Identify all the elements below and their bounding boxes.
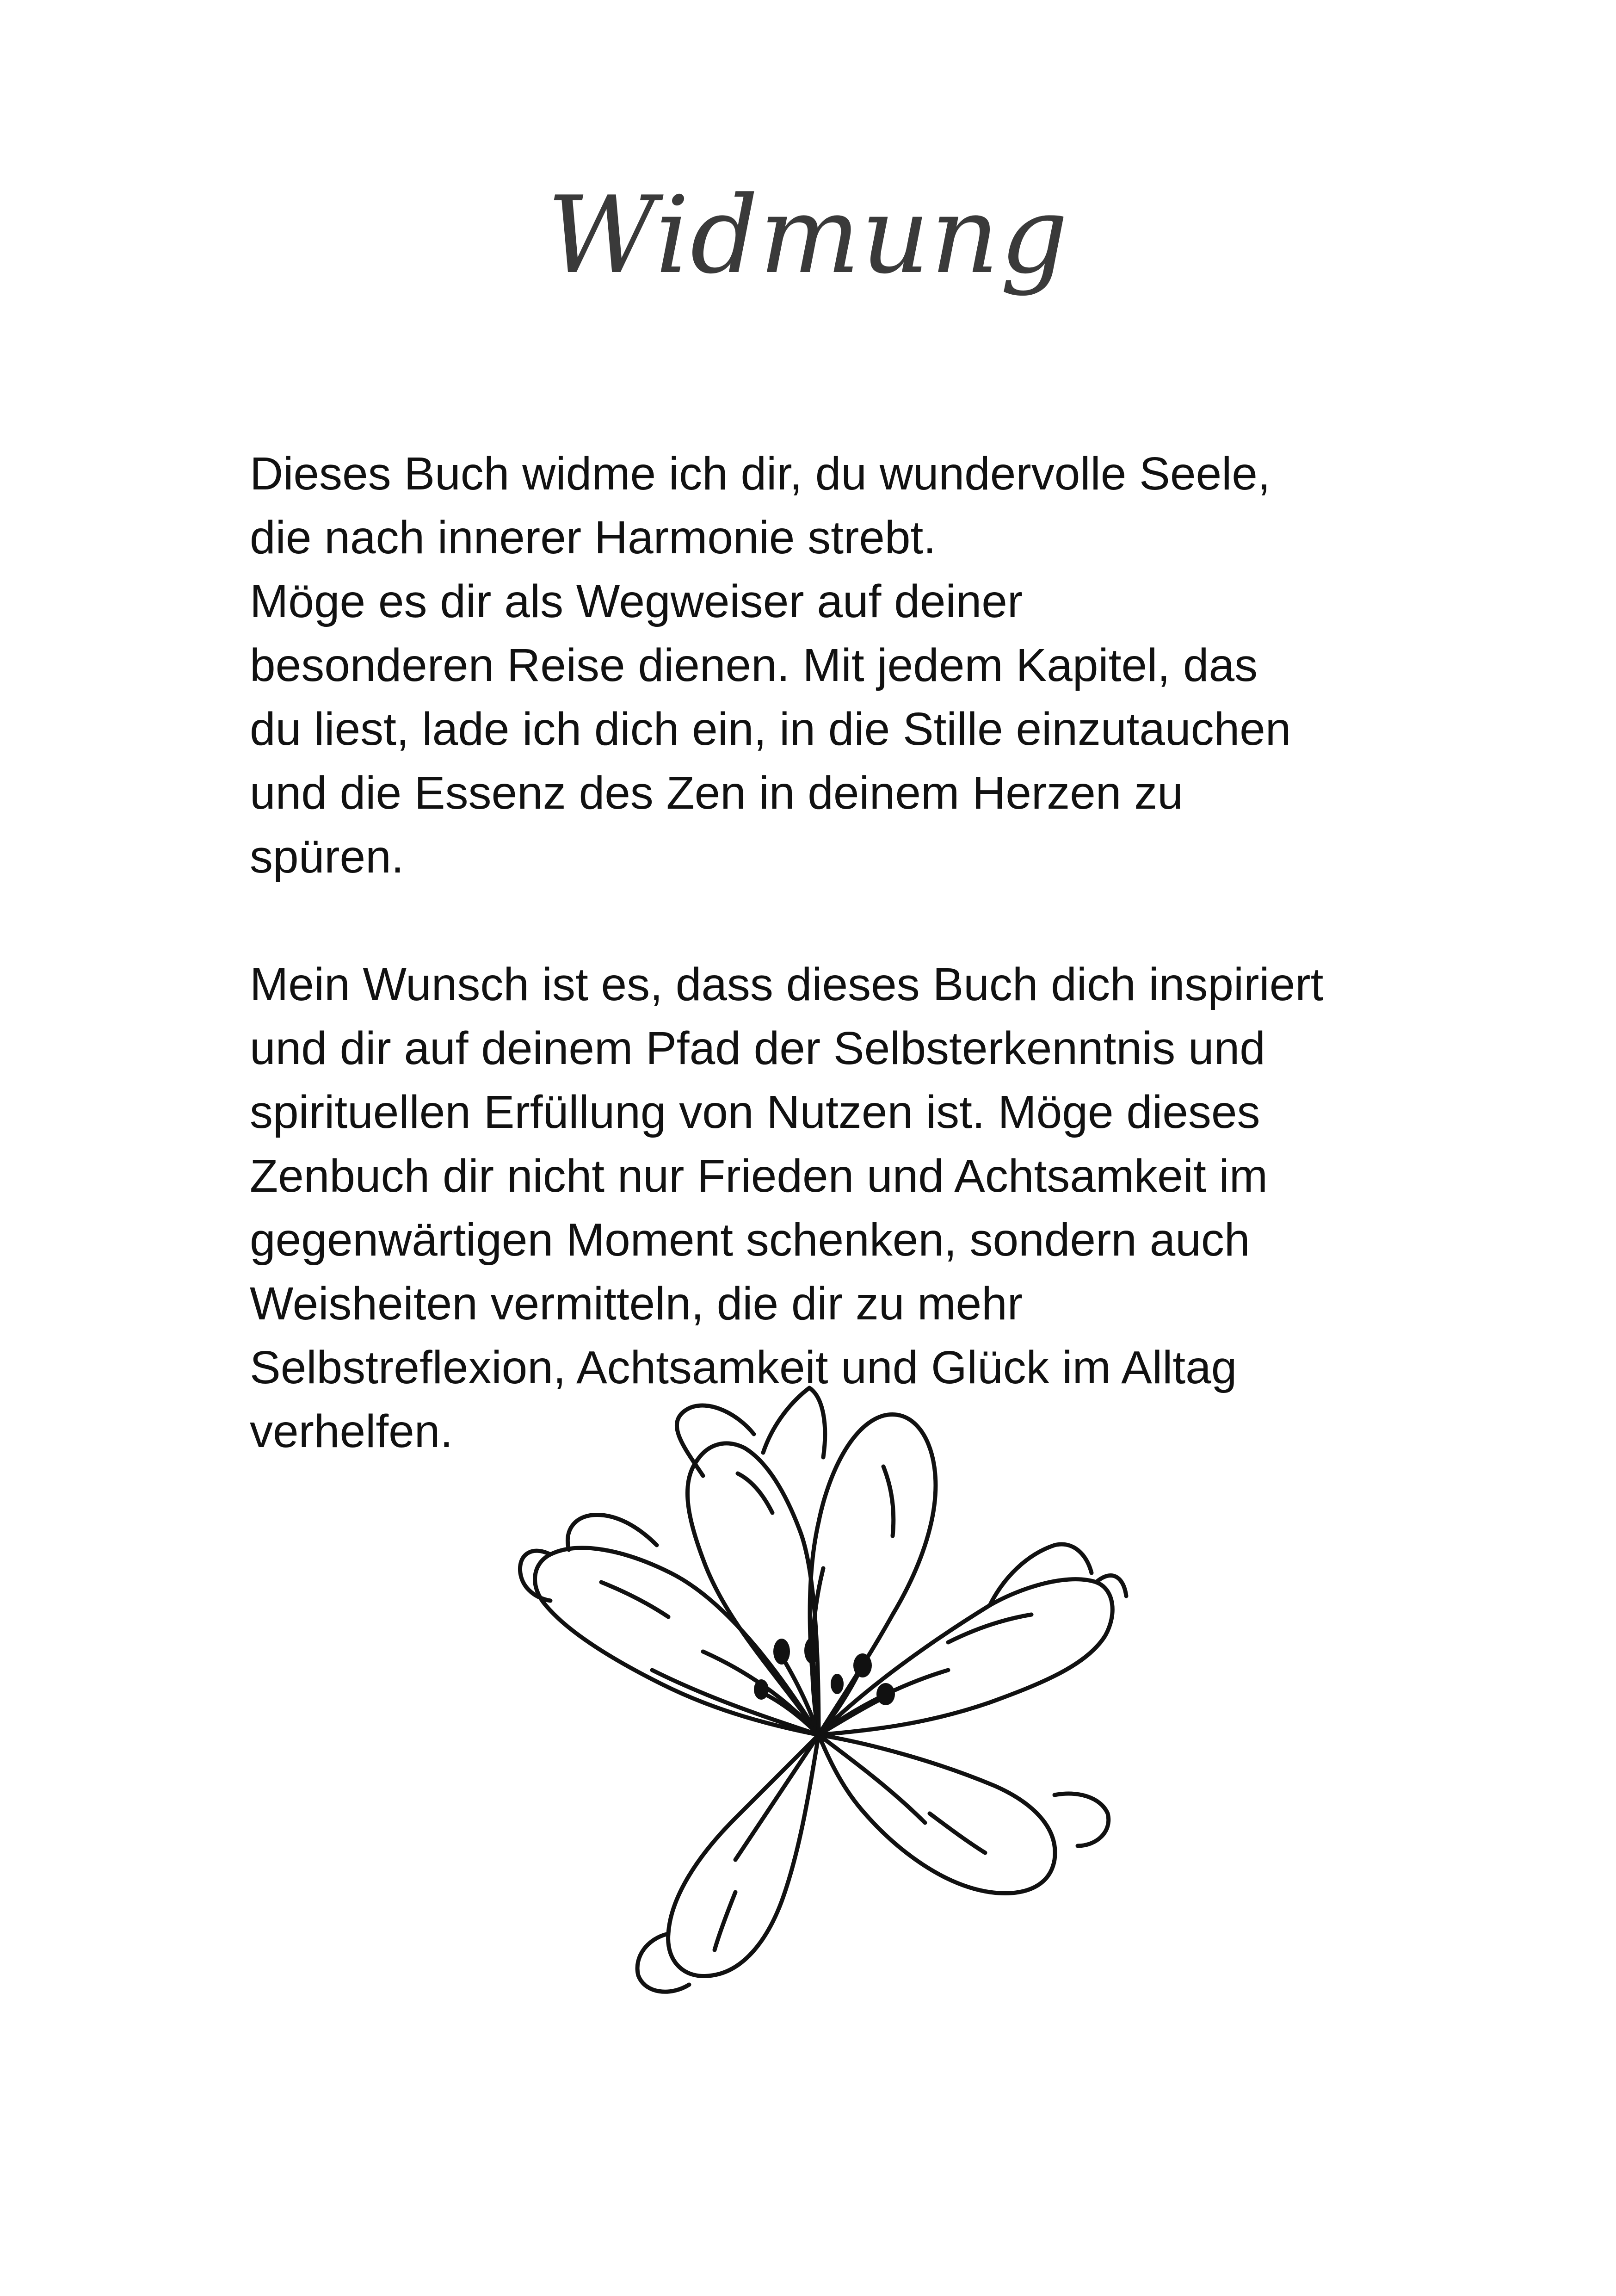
text-line: spüren. [250, 831, 404, 883]
paragraph-gap [250, 889, 1406, 953]
dedication-text [250, 442, 1406, 1463]
text-line: Selbstreflexion, Achtsamkeit und Glück im Alltag [250, 1342, 1237, 1393]
text-line: und die Essenz des Zen in deinem Herzen zu [250, 767, 1183, 819]
text-line: verhelfen. [250, 1405, 453, 1457]
paragraph-1 [250, 442, 1406, 889]
text-line: Zenbuch dir nicht nur Frieden und Achtsamkeit im [250, 1150, 1268, 1202]
text-line: die nach innerer Harmonie strebt. [250, 512, 937, 563]
text-line: du liest, lade ich dich ein, in die Stille einzutauchen [250, 703, 1291, 755]
text-line: und dir auf deinem Pfad der Selbsterkenntnis und [250, 1022, 1265, 1074]
flower-line-drawing-icon [486, 1383, 1152, 1999]
text-line: Möge es dir als Wegweiser auf deiner [250, 576, 1023, 627]
text-line: spirituellen Erfüllung von Nutzen ist. Möge dieses [250, 1086, 1260, 1138]
text-line: Mein Wunsch ist es, dass dieses Buch dich inspiriert [250, 959, 1324, 1010]
text-line: Dieses Buch widme ich dir, du wundervolle Seele, [250, 448, 1271, 500]
text-line: gegenwärtigen Moment schenken, sondern auch [250, 1214, 1250, 1266]
text-line: Weisheiten vermitteln, die dir zu mehr [250, 1278, 1023, 1330]
page-title: Widmung [547, 174, 1069, 297]
text-line: besonderen Reise dienen. Mit jedem Kapitel, das [250, 639, 1258, 691]
